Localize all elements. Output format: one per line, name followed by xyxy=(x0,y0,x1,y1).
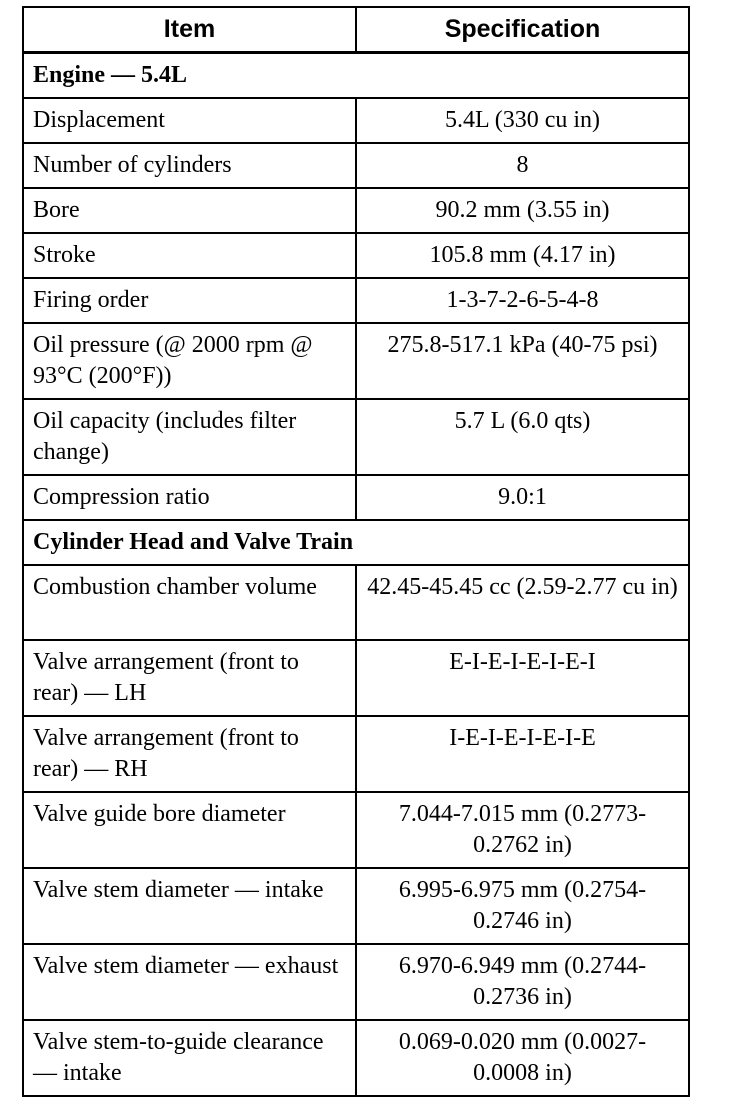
item-cell: Displacement xyxy=(23,98,356,143)
specification-cell: 7.044-7.015 mm (0.2773-0.2762 in) xyxy=(356,792,689,868)
item-cell: Valve stem-to-guide clearance — intake xyxy=(23,1020,356,1096)
item-cell: Valve stem diameter — intake xyxy=(23,868,356,944)
specification-cell: 5.4L (330 cu in) xyxy=(356,98,689,143)
specification-cell: 90.2 mm (3.55 in) xyxy=(356,188,689,233)
table-row xyxy=(23,278,689,323)
table-row xyxy=(23,143,689,188)
table-row xyxy=(23,1020,689,1096)
item-cell: Oil capacity (includes filter change) xyxy=(23,399,356,475)
table-row xyxy=(23,233,689,278)
specification-cell: E-I-E-I-E-I-E-I xyxy=(356,640,689,716)
specification-table xyxy=(22,6,690,1097)
specification-cell: 8 xyxy=(356,143,689,188)
item-cell: Valve guide bore diameter xyxy=(23,792,356,868)
specification-cell: 5.7 L (6.0 qts) xyxy=(356,399,689,475)
table-row xyxy=(23,565,689,640)
item-cell: Valve arrangement (front to rear) — RH xyxy=(23,716,356,792)
item-cell: Number of cylinders xyxy=(23,143,356,188)
specification-cell: 6.970-6.949 mm (0.2744-0.2736 in) xyxy=(356,944,689,1020)
table-row xyxy=(23,323,689,399)
specification-cell: 0.069-0.020 mm (0.0027-0.0008 in) xyxy=(356,1020,689,1096)
column-header-specification: Specification xyxy=(356,7,689,53)
specification-cell: I-E-I-E-I-E-I-E xyxy=(356,716,689,792)
item-cell: Firing order xyxy=(23,278,356,323)
table-row xyxy=(23,716,689,792)
table-row xyxy=(23,868,689,944)
section-row xyxy=(23,53,689,99)
specification-cell: 42.45-45.45 cc (2.59-2.77 cu in) xyxy=(356,565,689,640)
specification-cell: 6.995-6.975 mm (0.2754-0.2746 in) xyxy=(356,868,689,944)
table-row xyxy=(23,188,689,233)
table-row xyxy=(23,944,689,1020)
specification-cell: 9.0:1 xyxy=(356,475,689,520)
specification-cell: 105.8 mm (4.17 in) xyxy=(356,233,689,278)
table-row xyxy=(23,399,689,475)
table-row xyxy=(23,98,689,143)
table-header-row xyxy=(23,7,689,53)
table-body xyxy=(23,53,689,1097)
specification-cell: 1-3-7-2-6-5-4-8 xyxy=(356,278,689,323)
specification-cell: 275.8-517.1 kPa (40-75 psi) xyxy=(356,323,689,399)
item-cell: Stroke xyxy=(23,233,356,278)
table-row xyxy=(23,475,689,520)
section-row xyxy=(23,520,689,565)
section-title: Cylinder Head and Valve Train xyxy=(23,520,689,565)
table-row xyxy=(23,640,689,716)
item-cell: Compression ratio xyxy=(23,475,356,520)
section-title: Engine — 5.4L xyxy=(23,53,689,99)
item-cell: Oil pressure (@ 2000 rpm @ 93°C (200°F)) xyxy=(23,323,356,399)
column-header-item: Item xyxy=(23,7,356,53)
item-cell: Bore xyxy=(23,188,356,233)
item-cell: Valve stem diameter — exhaust xyxy=(23,944,356,1020)
item-cell: Valve arrangement (front to rear) — LH xyxy=(23,640,356,716)
item-cell: Combustion chamber volume xyxy=(23,565,356,640)
table-row xyxy=(23,792,689,868)
